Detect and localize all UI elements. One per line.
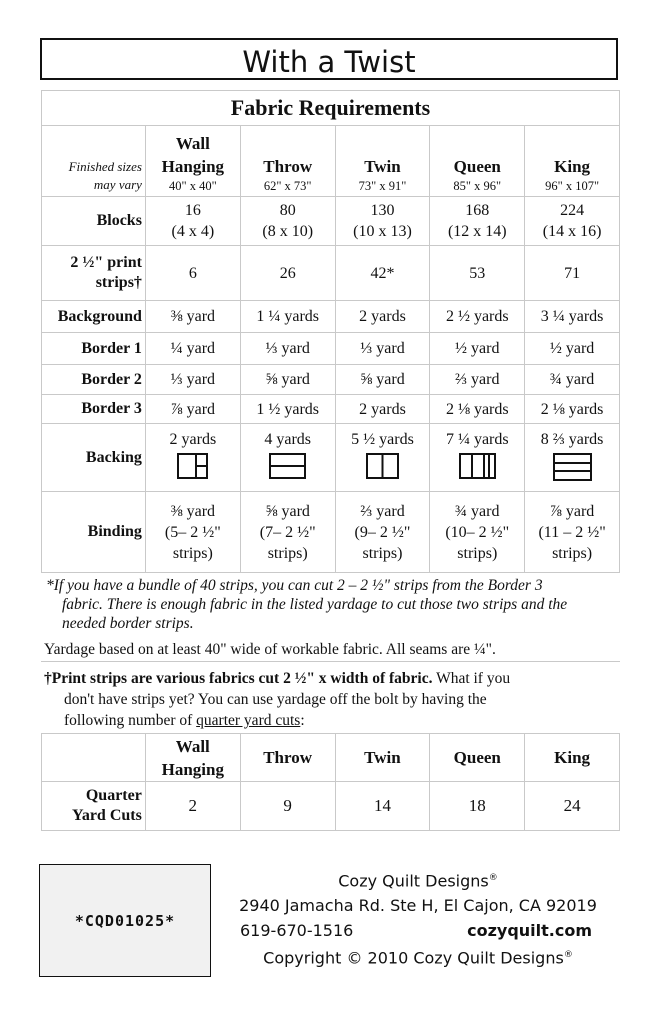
table-cell: ⅝ yard: [335, 365, 430, 395]
row-label: 2 ½" print strips†: [42, 246, 146, 301]
binding-row: [42, 492, 620, 573]
blocks-row: [42, 197, 620, 246]
company-website[interactable]: cozyquilt.com: [467, 921, 592, 941]
yardage-note: Yardage based on at least 40" wide of workable fabric. All seams are ¼".: [44, 641, 496, 658]
backing-row: [42, 424, 620, 492]
quarter-header-row: [42, 734, 620, 782]
table-cell: ⅜ yard: [145, 301, 240, 333]
table-cell: ⅝ yard: [240, 365, 335, 395]
table-cell: ¾ yard (10– 2 ½" strips): [430, 492, 525, 573]
table-cell: 2 yards: [335, 395, 430, 424]
row-label: Border 2: [42, 365, 146, 395]
pattern-title: With a Twist: [40, 38, 618, 80]
table-cell: 6: [145, 246, 240, 301]
table-cell: ½ yard: [525, 333, 620, 365]
table-cell: 2 ½ yards: [430, 301, 525, 333]
size-header: Twin 73" x 91": [335, 126, 430, 197]
table-cell: ⅔ yard (9– 2 ½" strips): [335, 492, 430, 573]
table-cell: ⅓ yard: [335, 333, 430, 365]
table-cell: ⅓ yard: [240, 333, 335, 365]
table-cell: ⅝ yard (7– 2 ½" strips): [240, 492, 335, 573]
table-cell: 224 (14 x 16): [525, 197, 620, 246]
print-strips-row: [42, 246, 620, 301]
quarter-values-row: [42, 782, 620, 831]
row-label: Border 1: [42, 333, 146, 365]
table-cell: 2 yards: [335, 301, 430, 333]
table-cell: 42*: [335, 246, 430, 301]
backing-diagram-icon: [269, 453, 306, 479]
size-header: Wall Hanging 40" x 40": [145, 126, 240, 197]
table-cell: ¼ yard: [145, 333, 240, 365]
print-strips-note: †Print strips are various fabrics cut 2 ½" x width of fabric. What if you don't have strips yet? You can use yardage off the bolt by having the following number of quarter yard cuts:: [44, 670, 511, 729]
background-row: [42, 301, 620, 333]
table-cell: ⅜ yard (5– 2 ½" strips): [145, 492, 240, 573]
table-cell: 130 (10 x 13): [335, 197, 430, 246]
row-label: Border 3: [42, 395, 146, 424]
table-cell: ⅔ yard: [430, 365, 525, 395]
quarter-yard-table: [41, 733, 620, 831]
row-label: Quarter Yard Cuts: [42, 782, 146, 831]
table-cell: ⅞ yard: [145, 395, 240, 424]
finished-sizes-note: Finished sizes may vary: [42, 126, 146, 197]
table-cell: 3 ¼ yards: [525, 301, 620, 333]
size-header: Queen 85" x 96": [430, 126, 525, 197]
table-cell: 18: [430, 782, 525, 831]
border1-row: [42, 333, 620, 365]
row-label: Blocks: [42, 197, 146, 246]
company-info: [228, 866, 608, 971]
table-cell: 2: [145, 782, 240, 831]
table-cell: 26: [240, 246, 335, 301]
table-cell: ½ yard: [430, 333, 525, 365]
table-cell: 9: [240, 782, 335, 831]
divider: [41, 661, 620, 662]
size-header: Wall Hanging: [145, 734, 240, 782]
table-cell: 168 (12 x 14): [430, 197, 525, 246]
table-cell: ⅞ yard (11 – 2 ½" strips): [525, 492, 620, 573]
table-cell: 1 ¼ yards: [240, 301, 335, 333]
size-header: Throw: [240, 734, 335, 782]
sku-barcode-label: *CQD01025*: [39, 864, 211, 977]
fabric-requirements-table: [41, 90, 620, 573]
size-header: Throw 62" x 73": [240, 126, 335, 197]
empty-cell: [42, 734, 146, 782]
table-cell: ¾ yard: [525, 365, 620, 395]
table-cell: 80 (8 x 10): [240, 197, 335, 246]
copyright: Copyright © 2010 Cozy Quilt Designs®: [263, 948, 573, 968]
table-heading: Fabric Requirements: [42, 91, 620, 126]
table-cell: 24: [525, 782, 620, 831]
table-cell: 5 ½ yards: [335, 424, 430, 492]
size-header: Twin: [335, 734, 430, 782]
table-cell: 71: [525, 246, 620, 301]
table-cell: 14: [335, 782, 430, 831]
table-cell: 2 ⅛ yards: [430, 395, 525, 424]
table-cell: 8 ⅔ yards: [525, 424, 620, 492]
border3-row: [42, 395, 620, 424]
table-cell: ⅓ yard: [145, 365, 240, 395]
backing-diagram-icon: [177, 453, 208, 479]
size-header: Queen: [430, 734, 525, 782]
company-phone: 619-670-1516: [240, 921, 354, 941]
row-label: Binding: [42, 492, 146, 573]
table-cell: 4 yards: [240, 424, 335, 492]
size-header: King: [525, 734, 620, 782]
border2-row: [42, 365, 620, 395]
size-header: King 96" x 107": [525, 126, 620, 197]
table-cell: 7 ¼ yards: [430, 424, 525, 492]
row-label: Backing: [42, 424, 146, 492]
row-label: Background: [42, 301, 146, 333]
size-header-row: [42, 126, 620, 197]
bundle-footnote: *If you have a bundle of 40 strips, you can cut 2 – 2 ½" strips from the Border 3 fabric. There is enough fabric in the listed yardage to cut those two strips and the needed border strips.: [46, 577, 568, 632]
table-cell: 53: [430, 246, 525, 301]
table-cell: 2 yards: [145, 424, 240, 492]
backing-diagram-icon: [366, 453, 399, 479]
table-cell: 1 ½ yards: [240, 395, 335, 424]
table-cell: 16 (4 x 4): [145, 197, 240, 246]
table-cell: 2 ⅛ yards: [525, 395, 620, 424]
backing-diagram-icon: [553, 453, 592, 481]
backing-diagram-icon: [459, 453, 496, 479]
company-name: Cozy Quilt Designs®: [338, 871, 498, 891]
company-address: 2940 Jamacha Rd. Ste H, El Cajon, CA 92019: [239, 896, 597, 916]
